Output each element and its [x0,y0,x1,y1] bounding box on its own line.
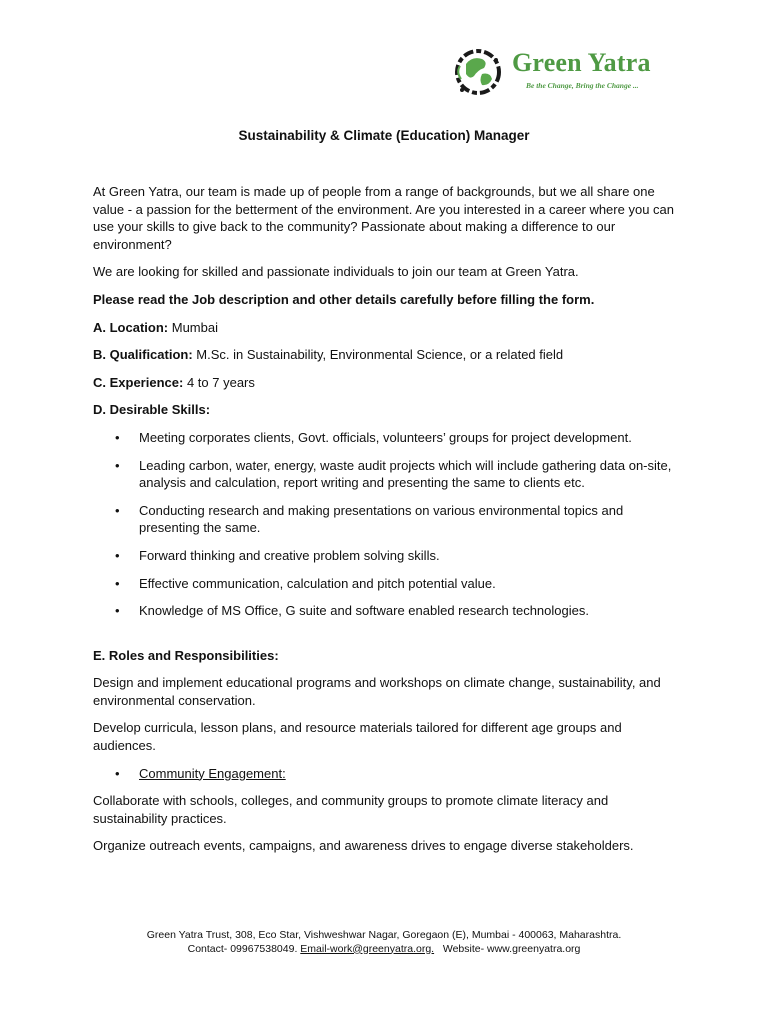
roles-paragraph: Collaborate with schools, colleges, and community groups to promote climate literacy and sustainability practices. [93,793,609,826]
job-description [93,183,683,865]
bullet-icon: • [115,547,120,563]
footer [0,929,768,956]
experience-value: 4 to 7 years [186,374,255,390]
bullet-icon: • [115,575,120,591]
bullet-icon: • [115,429,120,445]
list-item: • Knowledge of MS Office, G suite and software enabled research technologies. [115,603,589,619]
roles-paragraph: Design and implement educational programs and workshops on climate change, sustainability, and environmental conservation. [93,675,661,708]
community-engagement-label: Community Engagement: [139,765,286,781]
bullet-icon: • [115,603,120,619]
roles-paragraph: Organize outreach events, campaigns, and awareness drives to engage diverse stakeholders. [93,838,634,854]
globe-logo-icon [452,46,504,98]
bullet-icon: • [115,765,120,781]
community-list [93,765,683,783]
experience-line [93,374,683,392]
page-title: Sustainability & Climate (Education) Manager [238,128,530,143]
qualification-value: M.Sc. in Sustainability, Environmental Science, or a related field [196,347,564,363]
location-line [93,319,683,337]
skills-heading: D. Desirable Skills: [93,402,211,418]
list-item: • Forward thinking and creative problem solving skills. [115,547,440,563]
intro-paragraph: We are looking for skilled and passionate individuals to join our team at Green Yatra. [93,264,579,280]
skills-list [93,429,683,620]
experience-label: C. Experience: [93,374,184,390]
notice-text: Please read the Job description and other details carefully before filling the form. [93,291,595,307]
list-item: • Meeting corporates clients, Govt. officials, volunteers’ groups for project development. [115,429,632,445]
logo-name: Green Yatra [512,48,651,77]
location-value: Mumbai [171,319,218,335]
footer-website: Website- www.greenyatra.org [442,942,581,955]
footer-phone: Contact- 09967538049. [187,942,298,955]
roles-heading: E. Roles and Responsibilities: [93,647,279,663]
list-item: • Effective communication, calculation and pitch potential value. [115,575,496,591]
footer-email-link[interactable]: Email-work@greenyatra.org. [300,942,435,955]
location-label: A. Location: [93,319,169,335]
list-item [93,765,683,783]
roles-paragraph: Develop curricula, lesson plans, and resource materials tailored for different age groups and audiences. [93,720,622,754]
intro-paragraph: At Green Yatra, our team is made up of people from a range of backgrounds, but we all share one value - a passion for the betterment of the environment. Are you interested in a career where you can use your skills to give back to the community? Passionate about making a difference to our environment? [93,184,674,252]
bullet-icon: • [115,457,120,473]
qualification-line [93,346,683,364]
logo-tagline: Be the Change, Bring the Change ... [526,81,639,90]
bullet-icon: • [115,502,120,518]
footer-contact-line [0,943,768,957]
qualification-label: B. Qualification: [93,347,193,363]
list-item: • Leading carbon, water, energy, waste audit projects which will include gathering data on-site, analysis and calculation, report writing and presenting the same to clients etc. [115,457,672,491]
green-yatra-logo [452,44,682,100]
footer-address: Green Yatra Trust, 308, Eco Star, Vishweshwar Nagar, Goregaon (E), Mumbai - 400063, Maharashtra. [146,929,622,941]
list-item: • Conducting research and making presentations on various environmental topics and presenting the same. [115,502,624,536]
